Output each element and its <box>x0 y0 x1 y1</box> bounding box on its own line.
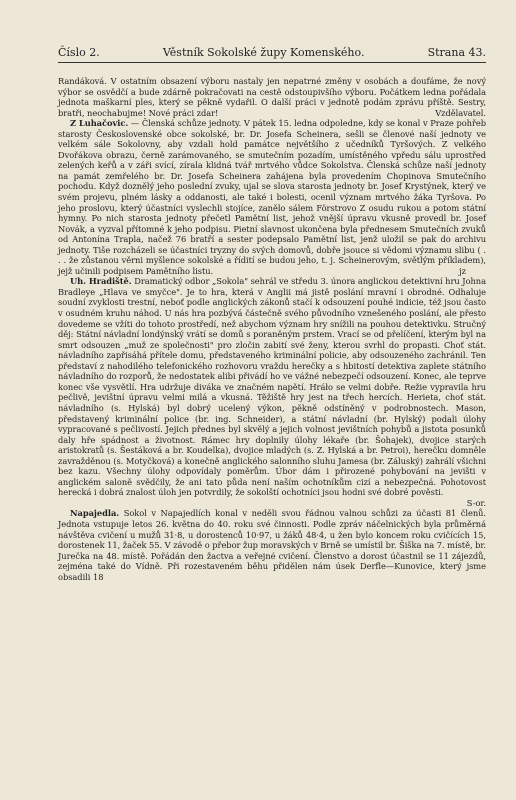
paragraph-luhacovice-signature: jz <box>459 265 466 276</box>
paragraph-napajedla-text: Sokol v Napajedlích konal v neděli svou řádnou valnou schůzi za účasti 81 členů. Jednota vstupuje letos 26. května do 40. roku své činnosti. Podle zpráv náčelnických byla průměrná návštěva cvičení u mužů 31·8, u dorostenců 10·97, u žáků 48·4, u žen bylo koncem roku cvičících 15, dorostenek 11, žaček 55. V závodě o přebor žup moravských v Brně se umístil br. Šiška na 7. místě, br. Jurečka na 48. místě. Pořádán den žactva a veřejné cvičení. Členstvo a dorost účastnil se 11 zájezdů, zejména také do Vídně. Při rozestaveném běhu přidělen nám úsek Derfle—Kunovice, který jsme obsadili 18 <box>58 508 486 582</box>
paragraph-uh-hradiste <box>58 276 486 497</box>
paragraph-napajedla <box>58 508 486 582</box>
paragraph-1-text: Randáková. V ostatním obsazení výboru nastaly jen nepatrné změny v osobách a doufáme, že nový výbor se osvědčí a bude zdárně pokračovati na cestě odstoupivšího výboru. Počátkem ledna pořádala jednota maškarní ples, který se pěkně vydařil. O další práci v jednotě podám zprávu příště. Sestry, bratři, neochabujme! Nové práci zdar! <box>58 76 486 118</box>
section-title-luhacovice: Z Luhačovic. <box>70 118 129 129</box>
section-title-uh-hradiste: Uh. Hradiště. <box>70 276 132 287</box>
issue-number: Číslo 2. <box>58 46 100 59</box>
paragraph-uh-hradiste-text: Dramatický odbor „Sokola" sehrál ve středu 3. února anglickou detektivní hru Johna Bradleye „Hlava ve smyčce". Je to hra, která v Anglii má jistě poslání mravní i obrodné. Odhaluje soudní zvyklosti trestní, neboť podle anglických zákonů stačí k odsouzení pouhé indicie, též jsou často v osudném kruhu náhod. U nás hra pozbývá částečně svého původního vznešeného poslání, ale přesto dovedeme se vžíti do tohoto prostředí, než abychom význam hry snížili na pouhou detektivku. Stručný děj: Státní návladní londýnský vrátí se domů s poraněným prstem. Vrací se od přelíčení, kterým byl na smrt odsouzen „muž ze společnosti" pro zločin zabití své ženy, kterou svrhl do propasti. Choť stát. návladního zapřisáhá přítele domu, představeného kriminální policie, aby odsouzeného zachránil. Ten představí z nahodilého telefonického rozhovoru vraždu herečky a s hbitostí detektiva zaplete státního návladního do rozporů, že nedostatek alibi přivádí ho ve vážné nebezpečí odsouzení. Konec, ale teprve konec vše vysvětlí. Hra udržuje diváka ve značném napětí. Hráło se velmi dobře. Režie vypravila hru pečlivě, jevištní úpravu velmi milá a vkusná. Těžiště hry jest na třech hercích. Herieta, choť stát. návladního (s. Hylská) byl dobrý ucelený výkon, pěkně odstíněný v podrobnostech. Mason, představený kriminální police (br. ing. Schneider), a státní návladní (br. Hylský) podali úlohy vypracované s pečlivostí. Jejich přednes byl skvělý a jejich volnost jevištních pohybů a jistota posunků daly hře spádnost a životnost. Rámec hry doplnily úlohy lékaře (br. Šohajek), dvojice starých aristokratů (s. Šestáková a br. Koudelka), dvojice mladých (s. Z. Hylská a br. Petroi), herečku domněle zavražděnou (s. Motyčková) a konečně anglického salonního sluhu Jamesa (br. Záluský) zahrálí všichni bez kazu. Všechny úlohy odpovídaly poměrům. Úbor dám i přirozené pohybování na jevišti v anglickém saloně svědčily, že ani tato půda není naším ochotníkům cizí a nebezpečná. Pohotovost herecká i dobrá znalost úloh jen potvrdily, že sokolští ochotníci jsou hodni své dobré pověsti. <box>58 276 486 498</box>
journal-title: Věstník Sokolské župy Komenského. <box>162 46 365 59</box>
section-title-napajedla: Napajedla. <box>70 508 120 519</box>
paragraph-uh-hradiste-signature: S-or. <box>466 497 486 508</box>
page-number: Strana 43. <box>427 46 486 59</box>
article-body <box>58 76 486 582</box>
paragraph-luhacovice <box>58 118 486 276</box>
paragraph-luhacovice-text: — Členská schůze jednoty. V pátek 15. ledna odpoledne, kdy se konal v Praze pohřeb starosty Československé obce sokolské, br. Dr. Josefa Scheinera, sešli se členové naší jednoty ve velkém sále Sokolovny, aby vzdali hold památce největšího z učedníků Tyršových. Z velkého Dvořákova obrazu, černě zarámovaného, se smutečním pozadím, umístěného vpředu sálu uprostřed zelených keřů a v záři svící, zírala klidná tvář mrtvého vůdce Sokolstva. Členská schůze naší jednoty na památ zemřelého br. Dr. Josefa Scheinera zahájena byla provedením Chopinova Smutečního pochodu. Když doznělý jeho poslední zvuky, ujal se slova starosta jednoty br. Josef Krystýnek, který ve svém projevu, plném lásky a oddanosti, ale také i bolesti, ocenil význam mrtvého žáka Tyršova. Po jeho proslovu, který účastníci vyslechli stojíce, zanělo sálem Förstrovo Z osudu rukou a potom státní hymny. Po nich starosta jednoty přečetl Pamětní list, jehož vnější úpravu vkusně provedl br. Josef Novák, a vyzval přítomné k jeho podpisu. Pietní slavnost ukončena byla přednesem Smutečních zvuků od Antonína Trapla, načež 76 bratří a sester podepsalo Pamětní list, jenž uložil se pak do archivu jednoty. Tiše rozcházeli se účastníci tryzny do svých domovů, dobře jsouce si vědomi významu slibu ( . . . že zůstanou věrni myšlence sokolské a řídití se budou jeho, t. j. Scheinerovým, světlým příkladem), jejž učinili podpisem Pamětního listu. <box>58 118 487 276</box>
paragraph-1-signature: Vzdělavatel. <box>435 107 486 118</box>
header-divider <box>58 62 486 63</box>
page-header <box>58 46 486 60</box>
paragraph-1 <box>58 76 486 118</box>
